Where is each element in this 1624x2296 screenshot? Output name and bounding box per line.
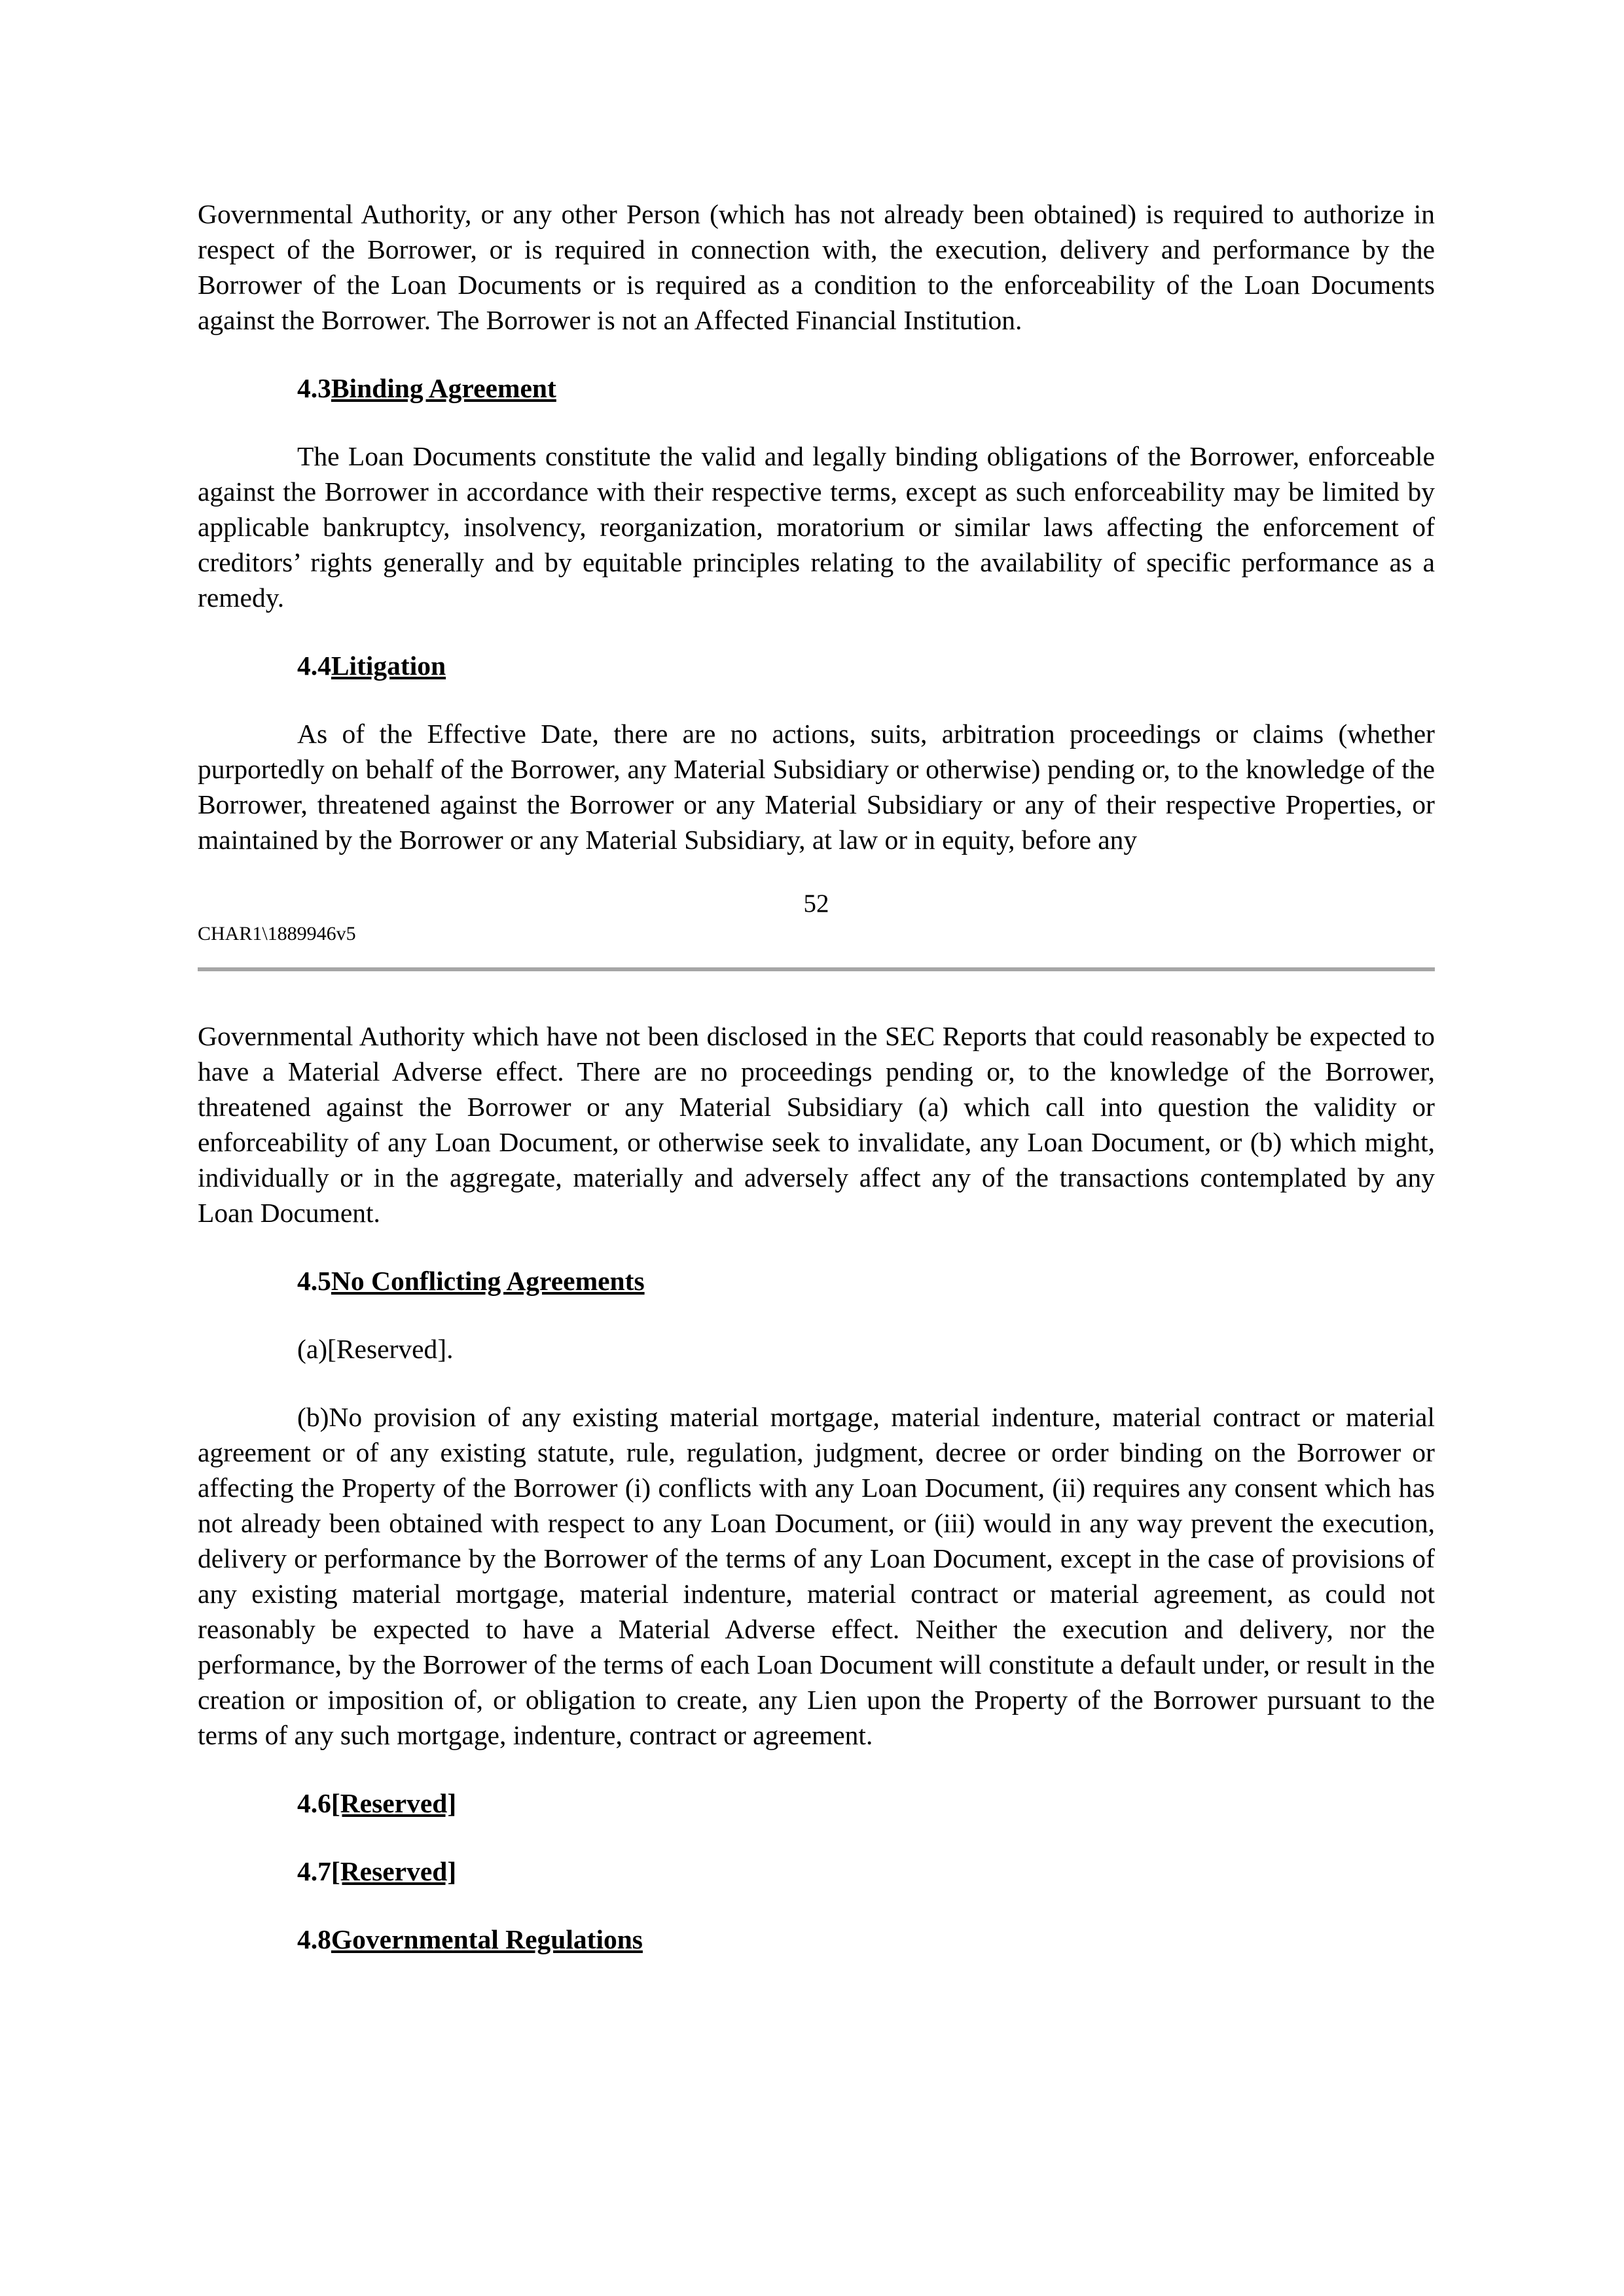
section-number: 4.5: [297, 1266, 331, 1296]
section-title: Binding Agreement: [331, 373, 556, 403]
section-body-4-3: The Loan Documents constitute the valid and legally binding obligations of the Borrower, enforceable against the Borrower in accordance with their respective terms, except as such enforceability may be limited by applicable bankruptcy, insolvency, reorganization, moratorium or similar laws affecting the enforcement of creditors’ rights generally and by equitable principles relating to the availability of specific performance as a remedy.: [198, 441, 1435, 613]
page-footer: [198, 886, 1435, 949]
section-title: Governmental Regulations: [331, 1924, 643, 1954]
document-id: CHAR1\1889946v5: [198, 923, 356, 944]
section-number: 4.4: [297, 651, 331, 681]
page-divider: [198, 967, 1435, 971]
section-heading-4-8: [198, 1922, 1435, 1957]
clause-a: (a)[Reserved].: [297, 1334, 454, 1364]
section-heading-4-7: [198, 1854, 1435, 1889]
section-title: [Reserved]: [331, 1856, 457, 1886]
section-heading-4-5: [198, 1263, 1435, 1299]
document-body: [198, 196, 1435, 1957]
section-heading-4-4: [198, 648, 1435, 683]
section-heading-4-6: [198, 1785, 1435, 1821]
section-title: No Conflicting Agreements: [331, 1266, 645, 1296]
section-heading-4-3: [198, 370, 1435, 406]
section-number: 4.8: [297, 1924, 331, 1954]
page-number: 52: [803, 889, 829, 918]
section-title: [Reserved]: [331, 1788, 457, 1818]
section-number: 4.7: [297, 1856, 331, 1886]
section-title: Litigation: [331, 651, 446, 681]
section-number: 4.3: [297, 373, 331, 403]
section-number: 4.6: [297, 1788, 331, 1818]
section-body-4-4: As of the Effective Date, there are no actions, suits, arbitration proceedings or claims (whether purportedly on behalf of the Borrower, any Material Subsidiary or otherwise) pending or, to the knowledge of the Borrower, threatened against the Borrower or any Material Subsidiary or any of their respective Properties, or maintained by the Borrower or any Material Subsidiary, at law or in equity, before any: [198, 719, 1435, 855]
continued-paragraph: Governmental Authority, or any other Person (which has not already been obtained) is required to authorize in respect of the Borrower, or is required in connection with, the execution, delivery and performance by the Borrower of the Loan Documents or is required as a condition to the enforceability of the Loan Documents against the Borrower. The Borrower is not an Affected Financial Institution.: [198, 199, 1435, 335]
continued-paragraph: Governmental Authority which have not been disclosed in the SEC Reports that could reasonably be expected to have a Material Adverse effect. There are no proceedings pending or, to the knowledge of the Borrower, threatened against the Borrower or any Material Subsidiary (a) which call into question the validity or enforceability of any Loan Document, or otherwise seek to invalidate, any Loan Document, or (b) which might, individually or in the aggregate, materially and adversely affect any of the transactions contemplated by any Loan Document.: [198, 1021, 1435, 1228]
clause-b: (b)No provision of any existing material mortgage, material indenture, material contract or material agreement or of any existing statute, rule, regulation, judgment, decree or order binding on the Borrower or affecting the Property of the Borrower (i) conflicts with any Loan Document, (ii) requires any consent which has not already been obtained with respect to any Loan Document, or (iii) would in any way prevent the execution, delivery or performance by the Borrower of the terms of any Loan Document, except in the case of provisions of any existing material mortgage, material indenture, material contract or material agreement, as could not reasonably be expected to have a Material Adverse effect. Neither the execution and delivery, nor the performance, by the Borrower of the terms of each Loan Document will constitute a default under, or result in the creation or imposition of, or obligation to create, any Lien upon the Property of the Borrower pursuant to the terms of any such mortgage, indenture, contract or agreement.: [198, 1402, 1435, 1750]
